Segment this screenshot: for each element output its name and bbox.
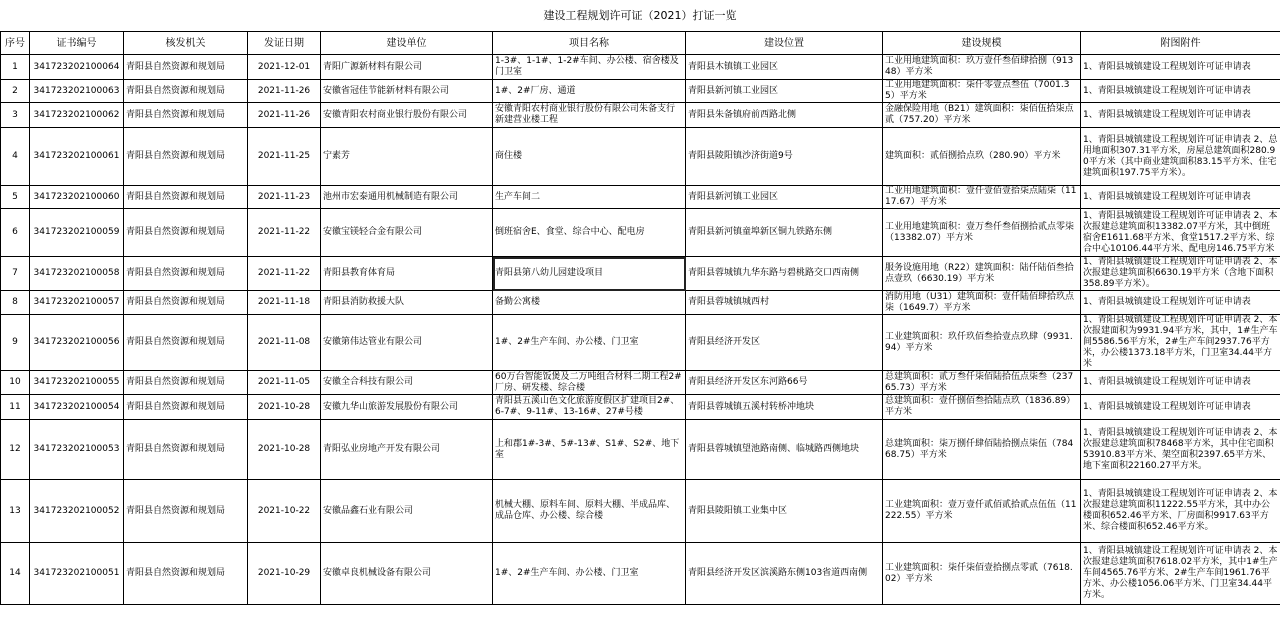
cell-project[interactable]: 倒班宿舍E、食堂、综合中心、配电房: [493, 209, 686, 257]
cell-location[interactable]: 青阳县新河镇工业园区: [686, 186, 883, 209]
cell-location[interactable]: 青阳县蓉城镇望池路南侧、临城路西侧地块: [686, 420, 883, 480]
table-row: [1, 186, 1280, 209]
cell-date[interactable]: 2021-11-05: [248, 371, 321, 395]
cell-unit[interactable]: 宁素芳: [321, 128, 493, 186]
cell-no[interactable]: 2: [1, 80, 30, 103]
cell-unit[interactable]: 安徽九华山旅游发展股份有限公司: [321, 395, 493, 420]
cell-date[interactable]: 2021-10-29: [248, 543, 321, 605]
cell-cert[interactable]: 341723202100054: [30, 395, 124, 420]
cell-project[interactable]: 60万台智能饭煲及二万吨组合材料二期工程2#厂房、研发楼、综合楼: [493, 371, 686, 395]
cell-cert[interactable]: 341723202100059: [30, 209, 124, 257]
cell-scale[interactable]: 工业用地建筑面积：壹万叁仟叁佰捌拾贰点零柒（13382.07）平方米: [883, 209, 1081, 257]
table-row: [1, 315, 1280, 371]
column-header[interactable]: 建设规模: [883, 32, 1081, 55]
cell-unit[interactable]: 青阳广源新材料有限公司: [321, 55, 493, 80]
cell-scale[interactable]: 工业建筑面积：柒仟柒佰壹拾捌点零贰（7618.02）平方米: [883, 543, 1081, 605]
cell-project[interactable]: 1#、2#生产车间、办公楼、门卫室: [493, 315, 686, 371]
table-body: [1, 55, 1280, 605]
cell-date[interactable]: 2021-11-23: [248, 186, 321, 209]
cell-cert[interactable]: 341723202100056: [30, 315, 124, 371]
cell-date[interactable]: 2021-10-28: [248, 420, 321, 480]
cell-attach[interactable]: 1、青阳县城镇建设工程规划许可证申请表: [1081, 103, 1280, 128]
cell-project[interactable]: 青阳县第八幼儿园建设项目: [493, 257, 686, 291]
cell-location[interactable]: 青阳县蓉城镇九华东路与碧桃路交口西南侧: [686, 257, 883, 291]
cell-no[interactable]: 12: [1, 420, 30, 480]
cell-unit[interactable]: 池州市宏泰通用机械制造有限公司: [321, 186, 493, 209]
cell-attach[interactable]: 1、青阳县城镇建设工程规划许可证申请表 2、总用地面积307.31平方米，房屋总建筑面积280.90平方米（其中商业建筑面积83.15平方米、住宅建筑面积197.75平方米）。: [1081, 128, 1280, 186]
cell-cert[interactable]: 341723202100064: [30, 55, 124, 80]
table-row: [1, 371, 1280, 395]
cell-location[interactable]: 青阳县经济开发区滨溪路东侧103省道西南侧: [686, 543, 883, 605]
cell-scale[interactable]: 总建筑面积：壹仟捌佰叁拾陆点玖（1836.89）平方米: [883, 395, 1081, 420]
header-row: [1, 32, 1280, 55]
cell-scale[interactable]: 总建筑面积：贰万叁仟柒佰陆拾伍点柒叁（23765.73）平方米: [883, 371, 1081, 395]
cell-date[interactable]: 2021-12-01: [248, 55, 321, 80]
column-header[interactable]: 发证日期: [248, 32, 321, 55]
cell-date[interactable]: 2021-11-26: [248, 80, 321, 103]
cell-date[interactable]: 2021-11-22: [248, 257, 321, 291]
cell-unit[interactable]: 安徽宝镁轻合金有限公司: [321, 209, 493, 257]
cell-project[interactable]: 青阳县五溪山色文化旅游度假区扩建项目2#、6-7#、9-11#、13-16#、27#号楼: [493, 395, 686, 420]
cell-date[interactable]: 2021-11-08: [248, 315, 321, 371]
cell-project[interactable]: 备勤公寓楼: [493, 291, 686, 315]
cell-no[interactable]: 13: [1, 480, 30, 543]
cell-project[interactable]: 机械大棚、原料车间、原料大棚、半成品库、成品仓库、办公楼、综合楼: [493, 480, 686, 543]
cell-location[interactable]: 青阳县蓉城镇五溪村转桥冲地块: [686, 395, 883, 420]
cell-no[interactable]: 10: [1, 371, 30, 395]
cell-attach[interactable]: 1、青阳县城镇建设工程规划许可证申请表: [1081, 291, 1280, 315]
cell-date[interactable]: 2021-11-18: [248, 291, 321, 315]
cell-date[interactable]: 2021-11-22: [248, 209, 321, 257]
cell-org[interactable]: 青阳县自然资源和规划局: [124, 209, 248, 257]
table-row: [1, 395, 1280, 420]
cell-unit[interactable]: 安徽第伟达管业有限公司: [321, 315, 493, 371]
cell-cert[interactable]: 341723202100051: [30, 543, 124, 605]
table-row: [1, 480, 1280, 543]
cell-no[interactable]: 9: [1, 315, 30, 371]
cell-no[interactable]: 3: [1, 103, 30, 128]
cell-unit[interactable]: 安徽省冠佳节能新材料有限公司: [321, 80, 493, 103]
cell-no[interactable]: 7: [1, 257, 30, 291]
cell-attach[interactable]: 1、青阳县城镇建设工程规划许可证申请表 2、本次报建总建筑面积6630.19平方米（含地下面积358.89平方米）。: [1081, 257, 1280, 291]
cell-cert[interactable]: 341723202100057: [30, 291, 124, 315]
table-row: [1, 55, 1280, 80]
cell-location[interactable]: 青阳县蓉城镇城西村: [686, 291, 883, 315]
cell-no[interactable]: 4: [1, 128, 30, 186]
column-header[interactable]: 序号: [1, 32, 30, 55]
cell-cert[interactable]: 341723202100055: [30, 371, 124, 395]
cell-scale[interactable]: 工业用地建筑面积：壹仟壹佰壹拾柒点陆柒（1117.67）平方米: [883, 186, 1081, 209]
cell-location[interactable]: 青阳县朱备镇府前西路北侧: [686, 103, 883, 128]
sheet-title: 建设工程规划许可证（2021）打证一览: [0, 0, 1280, 32]
cell-location[interactable]: 青阳县陵阳镇沙济街道9号: [686, 128, 883, 186]
cell-cert[interactable]: 341723202100063: [30, 80, 124, 103]
cell-project[interactable]: 1#、2#厂房、通道: [493, 80, 686, 103]
cell-attach[interactable]: 1、青阳县城镇建设工程规划许可证申请表: [1081, 395, 1280, 420]
cell-cert[interactable]: 341723202100058: [30, 257, 124, 291]
cell-unit[interactable]: 安徽青阳农村商业银行股份有限公司: [321, 103, 493, 128]
cell-location[interactable]: 青阳县新河镇工业园区: [686, 80, 883, 103]
table-row: [1, 543, 1280, 605]
table-row: [1, 257, 1280, 291]
cell-scale[interactable]: 金融保险用地（B21）建筑面积：柒佰伍拾柒点贰（757.20）平方米: [883, 103, 1081, 128]
cell-location[interactable]: 青阳县经济开发区: [686, 315, 883, 371]
cell-attach[interactable]: 1、青阳县城镇建设工程规划许可证申请表 2、本次报建总建筑面积13382.07平方米，其中倒班宿舍E1611.68平方米、食堂1517.2平方米、综合中心10106.44平方米、配电房146.75平方米: [1081, 209, 1280, 257]
cell-scale[interactable]: 工业建筑面积：玖仟玖佰叁拾壹点玖肆（9931.94）平方米: [883, 315, 1081, 371]
cell-attach[interactable]: 1、青阳县城镇建设工程规划许可证申请表: [1081, 186, 1280, 209]
permit-table: [0, 31, 1280, 605]
table-row: [1, 128, 1280, 186]
cell-no[interactable]: 5: [1, 186, 30, 209]
cell-attach[interactable]: 1、青阳县城镇建设工程规划许可证申请表: [1081, 80, 1280, 103]
cell-org[interactable]: 青阳县自然资源和规划局: [124, 186, 248, 209]
cell-no[interactable]: 1: [1, 55, 30, 80]
cell-org[interactable]: 青阳县自然资源和规划局: [124, 371, 248, 395]
column-header[interactable]: 附图附件: [1081, 32, 1280, 55]
cell-org[interactable]: 青阳县自然资源和规划局: [124, 395, 248, 420]
cell-project[interactable]: 1#、2#生产车间、办公楼、门卫室: [493, 543, 686, 605]
cell-scale[interactable]: 工业用地建筑面积：玖万壹仟叁佰肆拾捌（91348）平方米: [883, 55, 1081, 80]
cell-unit[interactable]: 青阳县消防救援大队: [321, 291, 493, 315]
cell-org[interactable]: 青阳县自然资源和规划局: [124, 103, 248, 128]
cell-attach[interactable]: 1、青阳县城镇建设工程规划许可证申请表 2、本次报建面积为9931.94平方米，其中，1#生产车间5586.56平方米，2#生产车间2937.76平方米，办公楼1373.18平方米，门卫室34.44平方米: [1081, 315, 1280, 371]
cell-no[interactable]: 14: [1, 543, 30, 605]
cell-scale[interactable]: 总建筑面积：柒万捌仟肆佰陆拾捌点柒伍（78468.75）平方米: [883, 420, 1081, 480]
table-row: [1, 80, 1280, 103]
cell-unit[interactable]: 安徽全合科技有限公司: [321, 371, 493, 395]
cell-attach[interactable]: 1、青阳县城镇建设工程规划许可证申请表: [1081, 371, 1280, 395]
cell-project[interactable]: 生产车间二: [493, 186, 686, 209]
column-header[interactable]: 核发机关: [124, 32, 248, 55]
cell-date[interactable]: 2021-10-22: [248, 480, 321, 543]
cell-unit[interactable]: 安徽品鑫石业有限公司: [321, 480, 493, 543]
cell-attach[interactable]: 1、青阳县城镇建设工程规划许可证申请表 2、本次报建总建筑面积11222.55平方米，其中办公楼面积652.46平方米、厂房面积9917.63平方米、综合楼面积652.46平方米。: [1081, 480, 1280, 543]
cell-scale[interactable]: 工业用地建筑面积：柒仟零壹点叁伍（7001.35）平方米: [883, 80, 1081, 103]
cell-scale[interactable]: 建筑面积：贰佰捌拾点玖（280.90）平方米: [883, 128, 1081, 186]
cell-location[interactable]: 青阳县新河镇童埠新区铜九铁路东侧: [686, 209, 883, 257]
cell-unit[interactable]: 青阳县教育体育局: [321, 257, 493, 291]
cell-cert[interactable]: 341723202100060: [30, 186, 124, 209]
cell-cert[interactable]: 341723202100062: [30, 103, 124, 128]
cell-project[interactable]: 上和郡1#-3#、5#-13#、S1#、S2#、地下室: [493, 420, 686, 480]
table-row: [1, 209, 1280, 257]
cell-location[interactable]: 青阳县陵阳镇工业集中区: [686, 480, 883, 543]
cell-attach[interactable]: 1、青阳县城镇建设工程规划许可证申请表 2、本次报建总建筑面积78468平方米，其中住宅面积53910.83平方米、架空面积2397.65平方米、地下室面积22160.27平方米。: [1081, 420, 1280, 480]
cell-scale[interactable]: 消防用地（U31）建筑面积：壹仟陆佰肆拾玖点柒（1649.7）平方米: [883, 291, 1081, 315]
column-header[interactable]: 项目名称: [493, 32, 686, 55]
cell-attach[interactable]: 1、青阳县城镇建设工程规划许可证申请表 2、本次报建总建筑面积7618.02平方米，其中1#生产车间4565.76平方米、2#生产车间1961.76平方米、办公楼1056.06平方米、门卫室34.44平方米。: [1081, 543, 1280, 605]
cell-unit[interactable]: 安徽卓良机械设备有限公司: [321, 543, 493, 605]
cell-org[interactable]: 青阳县自然资源和规划局: [124, 257, 248, 291]
cell-location[interactable]: 青阳县木镇镇工业园区: [686, 55, 883, 80]
column-header[interactable]: 建设位置: [686, 32, 883, 55]
cell-org[interactable]: 青阳县自然资源和规划局: [124, 543, 248, 605]
cell-org[interactable]: 青阳县自然资源和规划局: [124, 128, 248, 186]
cell-unit[interactable]: 青阳弘业房地产开发有限公司: [321, 420, 493, 480]
cell-attach[interactable]: 1、青阳县城镇建设工程规划许可证申请表: [1081, 55, 1280, 80]
cell-cert[interactable]: 341723202100053: [30, 420, 124, 480]
cell-cert[interactable]: 341723202100061: [30, 128, 124, 186]
cell-project[interactable]: 安徽青阳农村商业银行股份有限公司朱备支行新建营业楼工程: [493, 103, 686, 128]
table-row: [1, 291, 1280, 315]
cell-org[interactable]: 青阳县自然资源和规划局: [124, 291, 248, 315]
cell-no[interactable]: 6: [1, 209, 30, 257]
table-row: [1, 420, 1280, 480]
cell-org[interactable]: 青阳县自然资源和规划局: [124, 80, 248, 103]
cell-project[interactable]: 1-3#、1-1#、1-2#车间、办公楼、宿舍楼及门卫室: [493, 55, 686, 80]
cell-scale[interactable]: 工业建筑面积：壹万壹仟贰佰贰拾贰点伍伍（11222.55）平方米: [883, 480, 1081, 543]
cell-org[interactable]: 青阳县自然资源和规划局: [124, 420, 248, 480]
cell-location[interactable]: 青阳县经济开发区东河路66号: [686, 371, 883, 395]
cell-date[interactable]: 2021-11-26: [248, 103, 321, 128]
cell-date[interactable]: 2021-11-25: [248, 128, 321, 186]
cell-org[interactable]: 青阳县自然资源和规划局: [124, 55, 248, 80]
column-header[interactable]: 建设单位: [321, 32, 493, 55]
cell-project[interactable]: 商住楼: [493, 128, 686, 186]
cell-scale[interactable]: 服务设施用地（R22）建筑面积：陆仟陆佰叁拾点壹玖（6630.19）平方米: [883, 257, 1081, 291]
cell-no[interactable]: 8: [1, 291, 30, 315]
cell-org[interactable]: 青阳县自然资源和规划局: [124, 315, 248, 371]
cell-date[interactable]: 2021-10-28: [248, 395, 321, 420]
cell-cert[interactable]: 341723202100052: [30, 480, 124, 543]
table-row: [1, 103, 1280, 128]
cell-no[interactable]: 11: [1, 395, 30, 420]
cell-org[interactable]: 青阳县自然资源和规划局: [124, 480, 248, 543]
column-header[interactable]: 证书编号: [30, 32, 124, 55]
